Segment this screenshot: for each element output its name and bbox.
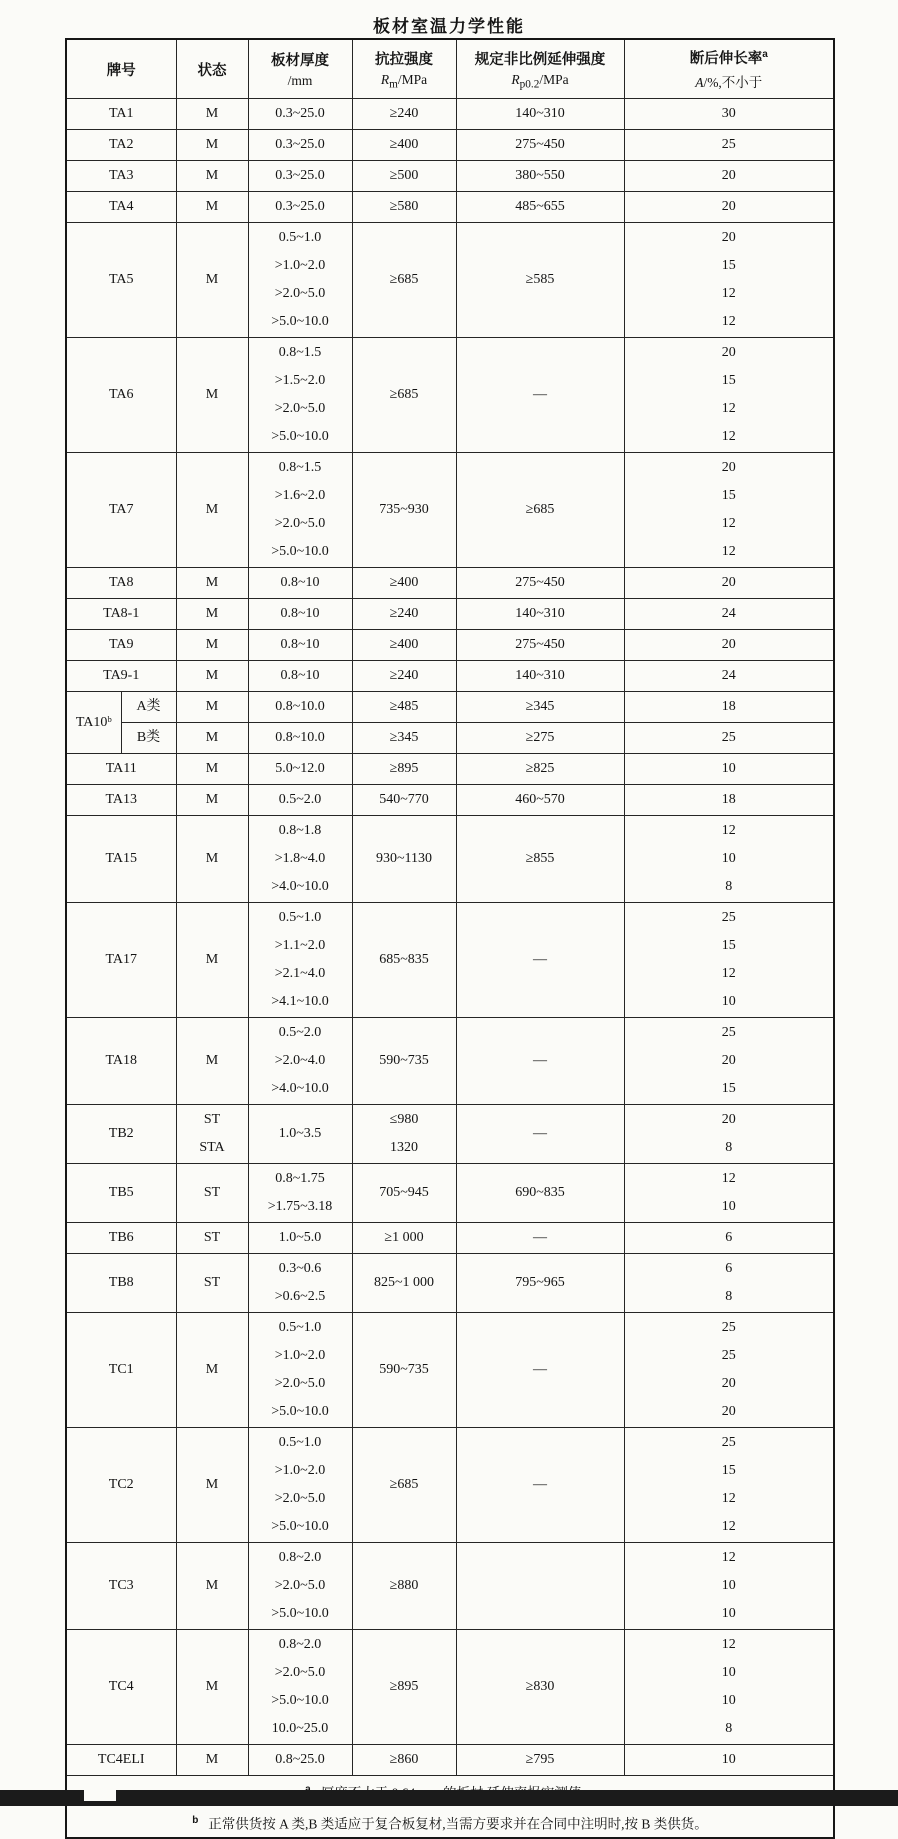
table-footer — [66, 1776, 834, 1839]
cell-yield-strength: 140~310 — [456, 99, 624, 130]
cell-yield-strength — [456, 1543, 624, 1630]
cell-grade: TB2 — [66, 1105, 176, 1164]
cell-grade: TA5 — [66, 223, 176, 338]
cell-elongation: 10 — [624, 754, 834, 785]
cell-thickness: 0.5~1.0 >1.0~2.0 >2.0~5.0 >5.0~10.0 — [248, 1428, 352, 1543]
cell-tensile-strength: 685~835 — [352, 903, 456, 1018]
cell-grade: TB5 — [66, 1164, 176, 1223]
cell-tensile-strength: 540~770 — [352, 785, 456, 816]
cell-elongation: 12 10 10 8 — [624, 1630, 834, 1745]
cell-thickness: 0.8~10.0 — [248, 692, 352, 723]
cell-grade: TC4ELI — [66, 1745, 176, 1776]
col-header-grade: 牌号 — [66, 39, 176, 99]
cell-tensile-strength: ≥580 — [352, 192, 456, 223]
cell-yield-strength: ≥685 — [456, 453, 624, 568]
cell-elongation: 25 — [624, 723, 834, 754]
col-header-yield-strength: 规定非比例延伸强度 $R_{p0.2}$/MPa — [456, 39, 624, 99]
cell-grade: TB8 — [66, 1254, 176, 1313]
cell-condition: M — [176, 161, 248, 192]
cell-yield-strength: 460~570 — [456, 785, 624, 816]
cell-thickness: 0.8~25.0 — [248, 1745, 352, 1776]
cell-yield-strength: ≥345 — [456, 692, 624, 723]
cell-yield-strength: ≥830 — [456, 1630, 624, 1745]
cell-condition: M — [176, 816, 248, 903]
cell-thickness: 0.8~10 — [248, 661, 352, 692]
cell-grade: TC2 — [66, 1428, 176, 1543]
cell-condition: ST — [176, 1164, 248, 1223]
cell-elongation: 20 — [624, 630, 834, 661]
cell-thickness: 0.8~2.0 >2.0~5.0 >5.0~10.0 — [248, 1543, 352, 1630]
cell-tensile-strength: ≥685 — [352, 1428, 456, 1543]
cell-thickness: 0.8~1.5 >1.6~2.0 >2.0~5.0 >5.0~10.0 — [248, 453, 352, 568]
cell-condition: M — [176, 1313, 248, 1428]
table-row — [66, 1164, 834, 1223]
cell-elongation: 30 — [624, 99, 834, 130]
cell-condition: M — [176, 630, 248, 661]
cell-yield-strength: 140~310 — [456, 599, 624, 630]
cell-yield-strength: — — [456, 1313, 624, 1428]
cell-grade: TA18 — [66, 1018, 176, 1105]
cell-grade: TA10ᵇ — [66, 692, 121, 754]
cell-grade: TA9-1 — [66, 661, 176, 692]
cell-thickness: 0.3~25.0 — [248, 161, 352, 192]
cell-yield-strength: — — [456, 1223, 624, 1254]
cell-tensile-strength: ≥880 — [352, 1543, 456, 1630]
cell-yield-strength: — — [456, 1428, 624, 1543]
cell-grade: TA8 — [66, 568, 176, 599]
cell-elongation: 18 — [624, 785, 834, 816]
cell-yield-strength: ≥855 — [456, 816, 624, 903]
cell-elongation: 12 10 — [624, 1164, 834, 1223]
cell-tensile-strength: ≥240 — [352, 599, 456, 630]
cell-thickness: 0.3~25.0 — [248, 99, 352, 130]
cell-yield-strength: ≥795 — [456, 1745, 624, 1776]
cell-grade: TA1 — [66, 99, 176, 130]
cell-grade: TA15 — [66, 816, 176, 903]
cell-condition: M — [176, 99, 248, 130]
cell-elongation: 24 — [624, 599, 834, 630]
cell-grade: TA11 — [66, 754, 176, 785]
cell-elongation: 20 8 — [624, 1105, 834, 1164]
cell-elongation: 24 — [624, 661, 834, 692]
table-row — [66, 692, 834, 723]
cell-thickness: 0.3~0.6 >0.6~2.5 — [248, 1254, 352, 1313]
cell-condition: M — [176, 453, 248, 568]
cell-condition: M — [176, 692, 248, 723]
cell-grade: TA2 — [66, 130, 176, 161]
cell-subgrade: B类 — [121, 723, 176, 754]
table-row — [66, 130, 834, 161]
cell-yield-strength: 275~450 — [456, 130, 624, 161]
cell-condition: M — [176, 568, 248, 599]
cell-tensile-strength: 590~735 — [352, 1313, 456, 1428]
cell-tensile-strength: 735~930 — [352, 453, 456, 568]
cell-grade: TA8-1 — [66, 599, 176, 630]
cell-condition: ST — [176, 1254, 248, 1313]
table-row — [66, 1428, 834, 1543]
scan-notch — [84, 1790, 116, 1801]
cell-elongation: 25 15 12 10 — [624, 903, 834, 1018]
col-header-thickness: 板材厚度 /mm — [248, 39, 352, 99]
cell-grade: TB6 — [66, 1223, 176, 1254]
cell-elongation: 12 10 10 — [624, 1543, 834, 1630]
cell-thickness: 1.0~5.0 — [248, 1223, 352, 1254]
cell-grade: TA6 — [66, 338, 176, 453]
table-row — [66, 161, 834, 192]
cell-yield-strength: ≥275 — [456, 723, 624, 754]
cell-tensile-strength: ≥345 — [352, 723, 456, 754]
table-row — [66, 99, 834, 130]
cell-tensile-strength: ≥485 — [352, 692, 456, 723]
cell-thickness: 0.8~1.75 >1.75~3.18 — [248, 1164, 352, 1223]
cell-thickness: 0.8~1.5 >1.5~2.0 >2.0~5.0 >5.0~10.0 — [248, 338, 352, 453]
table-row — [66, 1105, 834, 1164]
cell-thickness: 0.5~1.0 >1.0~2.0 >2.0~5.0 >5.0~10.0 — [248, 1313, 352, 1428]
cell-elongation: 12 10 8 — [624, 816, 834, 903]
cell-elongation: 10 — [624, 1745, 834, 1776]
cell-grade: TA3 — [66, 161, 176, 192]
cell-thickness: 0.3~25.0 — [248, 192, 352, 223]
cell-condition: M — [176, 1745, 248, 1776]
cell-condition: M — [176, 785, 248, 816]
cell-yield-strength: 485~655 — [456, 192, 624, 223]
cell-elongation: 25 — [624, 130, 834, 161]
cell-tensile-strength: ≤980 1320 — [352, 1105, 456, 1164]
cell-tensile-strength: ≥895 — [352, 754, 456, 785]
cell-tensile-strength: 590~735 — [352, 1018, 456, 1105]
cell-tensile-strength: 825~1 000 — [352, 1254, 456, 1313]
cell-grade: TC1 — [66, 1313, 176, 1428]
table-row — [66, 816, 834, 903]
table-row — [66, 599, 834, 630]
cell-thickness: 0.8~2.0 >2.0~5.0 >5.0~10.0 10.0~25.0 — [248, 1630, 352, 1745]
cell-thickness: 0.3~25.0 — [248, 130, 352, 161]
table-row — [66, 661, 834, 692]
cell-elongation: 20 — [624, 192, 834, 223]
cell-tensile-strength: ≥400 — [352, 630, 456, 661]
cell-yield-strength: ≥585 — [456, 223, 624, 338]
cell-elongation: 20 15 12 12 — [624, 338, 834, 453]
cell-condition: M — [176, 192, 248, 223]
cell-elongation: 18 — [624, 692, 834, 723]
table-row — [66, 1223, 834, 1254]
cell-tensile-strength: ≥685 — [352, 338, 456, 453]
col-header-elongation: 断后伸长率$^a$ A/%,不小于 — [624, 39, 834, 99]
cell-condition: M — [176, 1428, 248, 1543]
cell-yield-strength: 140~310 — [456, 661, 624, 692]
cell-tensile-strength: ≥240 — [352, 99, 456, 130]
cell-elongation: 25 15 12 12 — [624, 1428, 834, 1543]
cell-elongation: 6 8 — [624, 1254, 834, 1313]
cell-tensile-strength: ≥240 — [352, 661, 456, 692]
table-row — [66, 338, 834, 453]
cell-grade: TA4 — [66, 192, 176, 223]
cell-tensile-strength: 705~945 — [352, 1164, 456, 1223]
cell-condition: M — [176, 1630, 248, 1745]
table-row — [66, 1313, 834, 1428]
table-body — [66, 99, 834, 1776]
cell-condition: ST — [176, 1223, 248, 1254]
table-row — [66, 785, 834, 816]
cell-tensile-strength: ≥895 — [352, 1630, 456, 1745]
cell-thickness: 0.8~10 — [248, 599, 352, 630]
cell-condition: M — [176, 754, 248, 785]
cell-tensile-strength: ≥685 — [352, 223, 456, 338]
cell-tensile-strength: ≥400 — [352, 130, 456, 161]
table-row — [66, 1745, 834, 1776]
cell-tensile-strength: ≥400 — [352, 568, 456, 599]
table-row — [66, 723, 834, 754]
cell-thickness: 0.5~2.0 — [248, 785, 352, 816]
cell-elongation: 20 15 12 12 — [624, 453, 834, 568]
col-header-tensile-strength: 抗拉强度 $R_m$/MPa — [352, 39, 456, 99]
cell-condition: M — [176, 130, 248, 161]
cell-grade: TA17 — [66, 903, 176, 1018]
footnotes — [66, 1776, 834, 1839]
cell-yield-strength: 690~835 — [456, 1164, 624, 1223]
cell-grade: TA9 — [66, 630, 176, 661]
cell-yield-strength: 275~450 — [456, 630, 624, 661]
mechanical-properties-table — [65, 38, 835, 1839]
cell-condition: M — [176, 1543, 248, 1630]
cell-condition: M — [176, 723, 248, 754]
table-row — [66, 453, 834, 568]
cell-yield-strength: — — [456, 338, 624, 453]
cell-yield-strength: 380~550 — [456, 161, 624, 192]
cell-thickness: 0.8~10.0 — [248, 723, 352, 754]
cell-elongation: 25 25 20 20 — [624, 1313, 834, 1428]
cell-elongation: 25 20 15 — [624, 1018, 834, 1105]
cell-yield-strength: 795~965 — [456, 1254, 624, 1313]
table-row — [66, 1254, 834, 1313]
cell-elongation: 6 — [624, 1223, 834, 1254]
cell-thickness: 0.5~1.0 >1.0~2.0 >2.0~5.0 >5.0~10.0 — [248, 223, 352, 338]
cell-yield-strength: 275~450 — [456, 568, 624, 599]
cell-condition: ST STA — [176, 1105, 248, 1164]
table-row — [66, 630, 834, 661]
cell-yield-strength: ≥825 — [456, 754, 624, 785]
cell-yield-strength: — — [456, 903, 624, 1018]
cell-tensile-strength: 930~1130 — [352, 816, 456, 903]
page-title: 板材室温力学性能 — [373, 17, 525, 36]
cell-thickness: 0.5~2.0 >2.0~4.0 >4.0~10.0 — [248, 1018, 352, 1105]
table-row — [66, 1543, 834, 1630]
cell-elongation: 20 — [624, 568, 834, 599]
cell-yield-strength: — — [456, 1018, 624, 1105]
cell-condition: M — [176, 903, 248, 1018]
cell-thickness: 0.8~10 — [248, 630, 352, 661]
cell-condition: M — [176, 338, 248, 453]
cell-thickness: 5.0~12.0 — [248, 754, 352, 785]
page-scan-edge-bar — [0, 1790, 898, 1806]
table-row — [66, 1630, 834, 1745]
cell-grade: TA7 — [66, 453, 176, 568]
header-row — [66, 39, 834, 99]
cell-grade: TA13 — [66, 785, 176, 816]
cell-thickness: 0.5~1.0 >1.1~2.0 >2.1~4.0 >4.1~10.0 — [248, 903, 352, 1018]
cell-thickness: 0.8~1.8 >1.8~4.0 >4.0~10.0 — [248, 816, 352, 903]
table-row — [66, 1018, 834, 1105]
table-row — [66, 754, 834, 785]
cell-grade: TC4 — [66, 1630, 176, 1745]
cell-condition: M — [176, 223, 248, 338]
cell-tensile-strength: ≥500 — [352, 161, 456, 192]
col-header-condition: 状态 — [176, 39, 248, 99]
table-row — [66, 223, 834, 338]
table-row — [66, 903, 834, 1018]
cell-elongation: 20 15 12 12 — [624, 223, 834, 338]
cell-thickness: 1.0~3.5 — [248, 1105, 352, 1164]
cell-grade: TC3 — [66, 1543, 176, 1630]
cell-condition: M — [176, 1018, 248, 1105]
cell-elongation: 20 — [624, 161, 834, 192]
table-header — [66, 39, 834, 99]
cell-condition: M — [176, 599, 248, 630]
footnote-row — [66, 1776, 834, 1839]
table-row — [66, 568, 834, 599]
cell-subgrade: A类 — [121, 692, 176, 723]
cell-yield-strength: — — [456, 1105, 624, 1164]
footnote-b: $^b$ 正常供货按 A 类,B 类适应于复合板复材,当需方要求并在合同中注明时,按 B 类供货。 — [192, 1814, 708, 1831]
cell-tensile-strength: ≥1 000 — [352, 1223, 456, 1254]
cell-condition: M — [176, 661, 248, 692]
cell-tensile-strength: ≥860 — [352, 1745, 456, 1776]
cell-thickness: 0.8~10 — [248, 568, 352, 599]
table-row — [66, 192, 834, 223]
